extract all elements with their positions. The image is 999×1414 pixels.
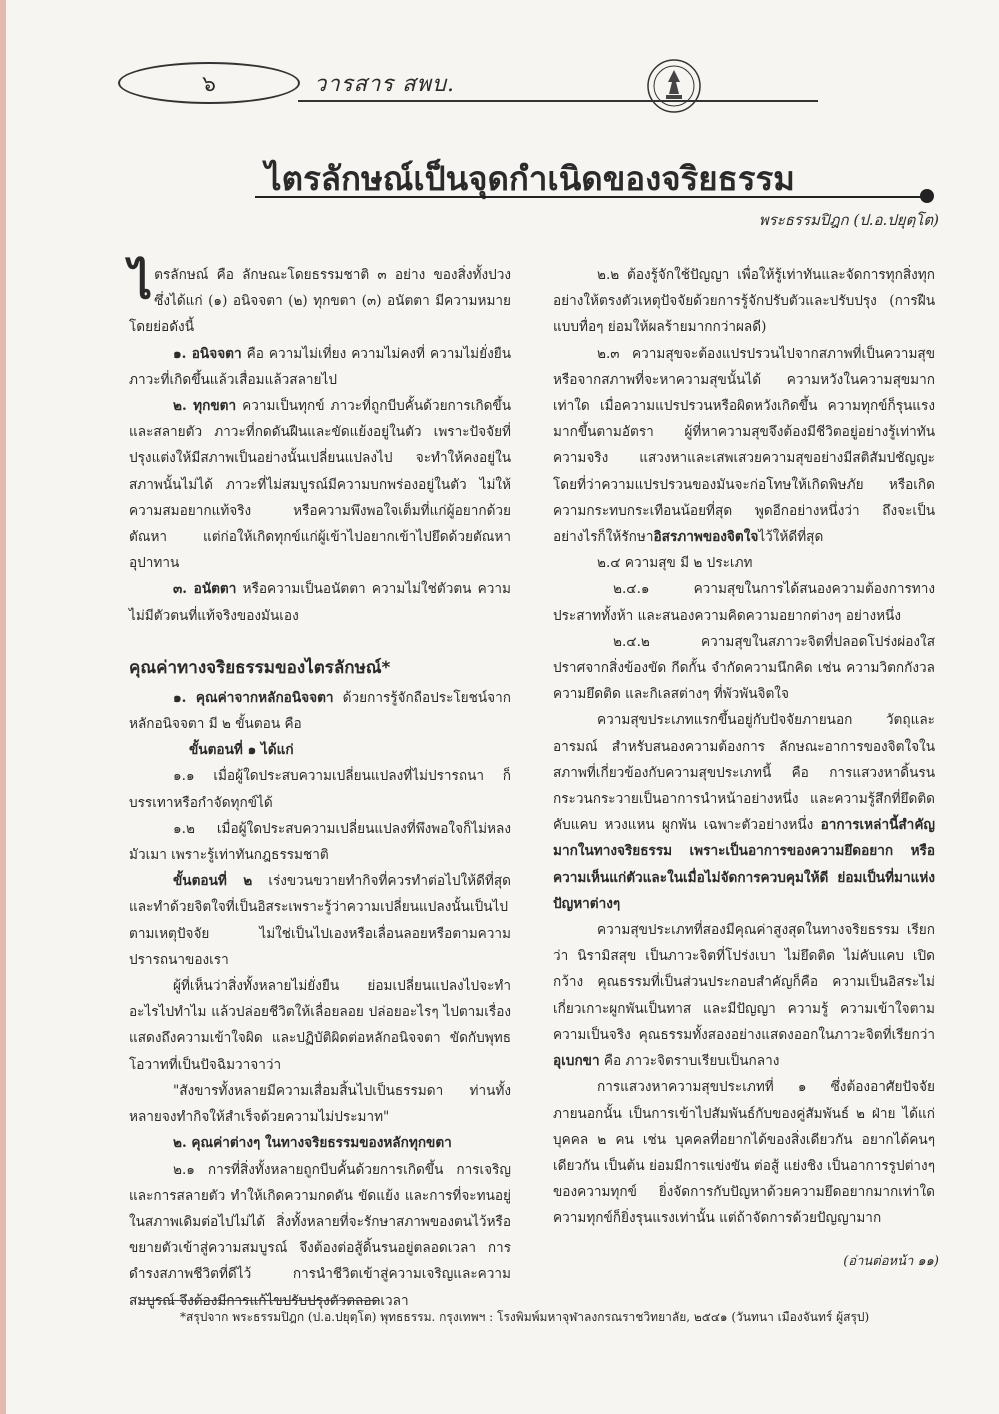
buddha-quote: "สังขารทั้งหลายมีความเสื่อมสิ้นไปเป็นธรรมดา ท่านทั้งหลายจงทำกิจให้สำเร็จด้วยความไม่ประมาท": [129, 1082, 511, 1126]
first-type-bold: อาการเหล่านี้สำคัญมากในทางจริยธรรม เพราะเป็นอาการของความยึดอยาก หรือความเห็นแก่ตัวและในเมื่อไม่จัดการควบคุมให้ดี ย่อมเป็นที่มาแห่งปัญหาต่างๆ: [553, 817, 935, 912]
upekkha-term: อุเบกขา: [553, 1053, 600, 1070]
dukkha-label: ๒. ทุกขตา: [173, 398, 237, 415]
intro-text: ตรลักษณ์ คือ ลักษณะโดยธรรมชาติ ๓ อย่าง ของสิ่งทั้งปวง ซึ่งได้แก่ (๑) อนิจจตา (๒) ทุกขตา (๓) อนัตตา มีความหมายโดยย่อดังนี้: [129, 267, 511, 336]
first-type-text: ความสุขประเภทแรกขึ้นอยู่กับปัจจัยภายนอก วัตถุและอารมณ์ สำหรับสนองความต้องการ ลักษณะอาการของจิตใจในสภาพที่เกี่ยวข้องกับความสุขประเภทนี้ คือ การแสวงหาดิ้นรน กระวนกระวายเป็นอาการนำหน้าอย่างหนึ่ง และความรู้สึกที่ยึดติด คับแคบ หวงแหน ผูกพัน เฉพาะตัวอย่างหนึ่ง: [553, 712, 935, 834]
page-edge: [0, 0, 6, 1414]
item-2-3: [553, 341, 935, 551]
right-column: [553, 262, 935, 1232]
misunderstanding-paragraph: ผู้ที่เห็นว่าสิ่งทั้งหลายไม่ยั่งยืน ย่อมเปลี่ยนแปลงไปจะทำอะไรไปทำไม แล้วปล่อยชีวิตให้เลื่อยลอย ปล่อยอะไรๆ ไปตามเรื่อง แสดงถึงความเข้าใจผิด และปฏิบัติผิดต่อหลักอนิจจตา ขัดกับพุทธโอวาทที่เป็นปัจฉิมวาจาว่า: [129, 978, 511, 1073]
step-one-heading: ขั้นตอนที่ ๑ ได้แก่: [189, 742, 294, 759]
article-title: ไตรลักษณ์เป็นจุดกำเนิดของจริยธรรม: [265, 159, 795, 198]
second-type-text: ความสุขประเภทที่สองมีคุณค่าสูงสุดในทางจริยธรรม เรียกว่า นิรามิสสุข เป็นภาวะจิตที่โปร่งเบา ไม่ยึดติด ไม่คับแคบ เปิดกว้าง คุณธรรมที่เป็นส่วนประกอบสำคัญก็คือ ความเป็นอิสระไม่เกี่ยวเกาะผูกพันเป็นทาส และมีปัญญา ความรู้ ความเข้าใจตามความเป็นจริง คุณธรรมทั้งสองอย่างแสดงออกในภาวะจิตที่เรียกว่า: [553, 922, 935, 1043]
author: พระธรรมปิฎก (ป.อ.ปยุตฺโต): [758, 211, 939, 229]
anicca-text: คือ ความไม่เที่ยง ความไม่คงที่ ความไม่ยั่งยืน ภาวะที่เกิดขึ้นแล้วเสื่อมแล้วสลายไป: [129, 345, 511, 388]
anatta-text: หรือความเป็นอนัตตา ความไม่ใช่ตัวตน ความไม่มีตัวตนที่แท้จริงของมันเอง: [129, 581, 511, 624]
page-number: ๖: [118, 62, 300, 104]
step-two-paragraph: [129, 868, 511, 973]
seal-logo-icon: [646, 58, 702, 114]
item-2-3-bold: อิสรภาพของจิตใจ: [653, 529, 759, 546]
anicca-paragraph: [129, 341, 511, 393]
drop-cap: ไ: [129, 255, 153, 309]
dukkha-value-heading: ๒. คุณค่าต่างๆ ในทางจริยธรรมของหลักทุกขตา: [173, 1135, 452, 1152]
continued-note: (อ่านต่อหน้า ๑๑): [843, 1254, 939, 1269]
anatta-label: ๓. อนัตตา: [173, 581, 237, 598]
anatta-paragraph: [129, 576, 511, 628]
page-header: [118, 58, 938, 108]
title-rule: [255, 196, 925, 198]
item-2-3-end: ไว้ให้ดีที่สุด: [758, 529, 824, 546]
title-rule-dot: [920, 189, 934, 203]
journal-title: วารสาร สพบ.: [314, 72, 456, 97]
first-type-paragraph: [553, 707, 935, 917]
anicca-label: ๑. อนิจจตา: [173, 345, 242, 362]
dukkha-paragraph: [129, 393, 511, 576]
footnote-rule: [140, 1300, 380, 1301]
anicca-value-text: ด้วยการรู้จักถือประโยชน์จากหลักอนิจจตา มี ๒ ขั้นตอน คือ: [129, 689, 511, 733]
left-column: [129, 255, 512, 1314]
item-2-4-1: ๒.๔.๑ ความสุขในการได้สนองความต้องการทางประสาททั้งห้า และสนองความคิดความอยากต่างๆ อย่างหนึ่ง: [553, 581, 935, 624]
footnote: *สรุปจาก พระธรรมปิฎก (ป.อ.ปยุตฺโต) พุทธธรรม. กรุงเทพฯ : โรงพิมพ์มหาจุฬาลงกรณราชวิทยาลัย, ๒๕๔๑ (วันทนา เมืองจันทร์ ผู้สรุป): [180, 1310, 870, 1324]
second-type-paragraph: [553, 917, 935, 1074]
second-type-end: คือ ภาวะจิตราบเรียบเป็นกลาง: [599, 1053, 780, 1070]
item-2-1: ๒.๑ การที่สิ่งทั้งหลายถูกบีบคั้นด้วยการเกิดขึ้น การเจริญ และการสลายตัว ทำให้เกิดความกดดัน ขัดแย้ง และการที่จะทนอยู่ในสภาพเดิมต่อไปไม่ได้ สิ่งทั้งหลายที่จะรักษาสภาพของตนไว้หรือขยายตัวเข้าสู่ความสมบูรณ์ จึงต้องต่อสู้ดิ้นรนอยู่ตลอดเวลา การดำรงสภาพชีวิตที่ดีไว้ การนำชีวิตเข้าสู่ความเจริญและความสมบูรณ์ จึงต้องมีการแก้ไขปรับปรุงตัวตลอดเวลา: [129, 1161, 511, 1309]
item-2-4: ๒.๔ ความสุข มี ๒ ประเภท: [597, 555, 753, 572]
intro-paragraph: [129, 255, 511, 341]
step-two-label: ขั้นตอนที่ ๒: [173, 873, 253, 890]
item-1-2: ๑.๒ เมื่อผู้ใดประสบความเปลี่ยนแปลงที่พึงพอใจก็ไม่หลงมัวเมา เพราะรู้เท่าทันกฎธรรมชาติ: [129, 820, 511, 864]
anicca-value-paragraph: [129, 685, 511, 737]
last-paragraph: การแสวงหาความสุขประเภทที่ ๑ ซึ่งต้องอาศัยปัจจัยภายนอกนั้น เป็นการเข้าไปสัมพันธ์กับของคู่สัมพันธ์ ๒ ฝ่าย ได้แก่ บุคคล ๒ คน เช่น บุคคลที่อยากได้ของสิ่งเดียวกัน อยากได้คนๆ เดียวกัน เป็นต้น ย่อมมีการแข่งขัน ต่อสู้ แย่งชิง เป็นอาการรูปต่างๆ ของความทุกข์ ยิ่งจัดการกับปัญหาด้วยความยึดอยากมากเท่าใดความทุกข์ก็ยิ่งรุนแรงเท่านั้น แต่ถ้าจัดการด้วยปัญญามาก: [553, 1079, 935, 1227]
item-2-2: ๒.๒ ต้องรู้จักใช้ปัญญา เพื่อให้รู้เท่าทันและจัดการทุกสิ่งทุกอย่างให้ตรงตัวเหตุปัจจัยด้วยการรู้จักปรับตัวและปรับปรุง (การฝืนแบบทื่อๆ ย่อมให้ผลร้ายมากกว่าผลดี): [553, 267, 935, 336]
anicca-value-label: ๑. คุณค่าจากหลักอนิจจตา: [173, 689, 334, 706]
item-2-3-text: ๒.๓ ความสุขจะต้องแปรปรวนไปจากสภาพที่เป็นความสุข หรือจากสภาพที่จะหาความสุขนั้นได้ ความหวังในความสุขมากเท่าใด เมื่อความแปรปรวนหรือผิดหวังเกิดขึ้น ความทุกข์ก็รุนแรงมากขึ้นตามอัตรา ผู้ที่หาความสุขจึงต้องมีชีวิตอยู่อย่างรู้เท่าทันความจริง แสวงหาและเสพเสวยความสุขอย่างมีสติสัมปชัญญะ โดยที่ว่าความแปรปรวนของมันจะก่อโทษให้เกิดพิษภัย หรือเกิดความกระทบกระเทือนน้อยที่สุด พูดอีกอย่างหนึ่งว่า ถึงจะเป็นอย่างไรก็ให้รักษา: [553, 345, 935, 546]
item-2-4-2: ๒.๔.๒ ความสุขในสภาวะจิตที่ปลอดโปร่งผ่องใสปราศจากสิ่งข้องขัด กีดกั้น จำกัดความนึกคิด เช่น ความวิตกกังวล ความยึดติด และกิเลสต่างๆ ที่พัวพันจิตใจ: [553, 633, 935, 703]
item-1-1: ๑.๑ เมื่อผู้ใดประสบความเปลี่ยนแปลงที่ไม่ปรารถนา ก็บรรเทาหรือกำจัดทุกข์ได้: [129, 768, 511, 811]
section-heading: คุณค่าทางจริยธรรมของไตรลักษณ์*: [129, 657, 391, 678]
dukkha-text: ความเป็นทุกข์ ภาวะที่ถูกบีบคั้นด้วยการเกิดขึ้นและสลายตัว ภาวะที่กดดันฝืนและขัดแย้งอยู่ในตัว เพราะปัจจัยที่ปรุงแต่งให้มีสภาพเป็นอย่างนั้นเปลี่ยนแปลงไป จะทำให้คงอยู่ในสภาพนั้นไม่ได้ ภาวะที่ไม่สมบูรณ์มีความบกพร่องอยู่ในตัว ไม่ให้ความสมอยากแท้จริง หรือความพึงพอใจเต็มที่แก่ผู้อยากด้วยตัณหา แต่ก่อให้เกิดทุกข์แก่ผู้เข้าไปอยากเข้าไปยึดด้วยตัณหาอุปาทาน: [129, 398, 512, 572]
step-two-text: เร่งขวนขวายทำกิจที่ควรทำต่อไปให้ดีที่สุด และทำด้วยจิตใจที่เป็นอิสระเพราะรู้ว่าความเปลี่ยนแปลงนั้นเป็นไปตามเหตุปัจจัย ไม่ใช่เป็นไปเองหรือเลื่อนลอยหรือตามความปรารถนาของเรา: [129, 873, 511, 968]
